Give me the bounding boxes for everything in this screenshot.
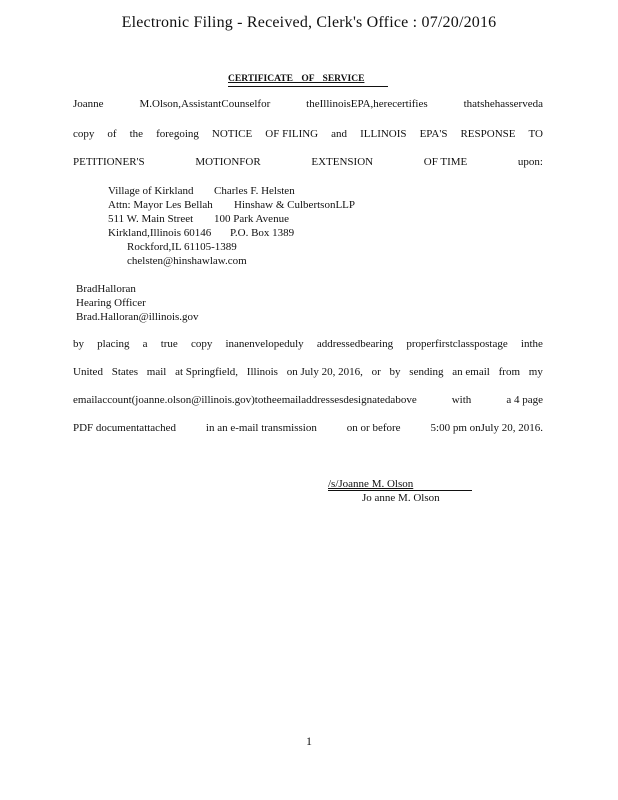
word: on or before: [346, 422, 401, 434]
address-line: Rockford,IL 61105-1389: [127, 241, 237, 253]
text-line: [73, 366, 543, 378]
word: United: [73, 366, 103, 378]
word: properfirstclasspostage: [406, 338, 508, 350]
word: sending: [409, 366, 444, 378]
address-line: Hinshaw & CulbertsonLLP: [234, 199, 355, 211]
word: MOTIONFOR: [195, 156, 261, 168]
word: from: [498, 366, 521, 378]
word: States: [111, 366, 138, 378]
text-line: [73, 128, 543, 140]
word: NOTICE: [211, 128, 253, 140]
address-line: P.O. Box 1389: [230, 227, 295, 239]
recipient-hearing-officer: [76, 282, 199, 324]
text-line: [73, 338, 543, 350]
address-line: 100 Park Avenue: [214, 213, 289, 225]
address-line: Charles F. Helsten: [214, 185, 295, 197]
word: inanenvelopeduly: [225, 338, 304, 350]
page-number: 1: [306, 734, 312, 748]
word: true: [160, 338, 178, 350]
word: PETITIONER'S: [73, 156, 145, 168]
word: addressedbearing: [316, 338, 394, 350]
word: Illinois: [246, 366, 278, 378]
recipient-charles-helsten-continued: [127, 240, 247, 268]
filing-stamp-header: Electronic Filing - Received, Clerk's Office : 07/20/2016: [121, 14, 497, 31]
word: foregoing: [156, 128, 199, 140]
word: 5:00 pm onJuly 20, 2016.: [430, 422, 543, 434]
word: in an e-mail transmission: [205, 422, 317, 434]
word: of: [107, 128, 117, 140]
word: an email: [452, 366, 490, 378]
printed-name: Jo anne M. Olson: [362, 492, 440, 504]
word: emailaccount(joanne.olson@illinois.gov)totheemailaddressesdesignatedabove: [73, 394, 417, 406]
certificate-title-underline: [228, 86, 388, 87]
word: mail: [146, 366, 167, 378]
address-line: 511 W. Main Street: [108, 213, 194, 225]
word: ILLINOIS: [360, 128, 407, 140]
word: on July 20, 2016,: [286, 366, 363, 378]
word: OF TIME: [423, 156, 468, 168]
word: RESPONSE: [460, 128, 516, 140]
word: upon:: [517, 156, 543, 168]
text-line: [73, 156, 543, 168]
word: with: [451, 394, 472, 406]
word: placing: [97, 338, 130, 350]
word: a: [142, 338, 148, 350]
electronic-signature: /s/Joanne M. Olson: [328, 478, 414, 490]
word: my: [528, 366, 543, 378]
word: theIllinoisEPA,herecertifies: [306, 98, 428, 110]
word: thatshehasserveda: [463, 98, 543, 110]
address-line: Village of Kirkland: [108, 185, 194, 197]
text-line: [73, 394, 543, 406]
word: copy: [73, 128, 95, 140]
word: copy: [190, 338, 213, 350]
word: inthe: [520, 338, 543, 350]
word: M.Olson,AssistantCounselfor: [139, 98, 271, 110]
certificate-title: CERTIFICATE OF SERVICE: [228, 74, 365, 84]
word: by: [73, 338, 84, 350]
address-line: BradHalloran: [76, 283, 136, 295]
text-line: [73, 98, 543, 110]
word: and: [331, 128, 348, 140]
text-line: [73, 422, 543, 434]
email-address: chelsten@hinshawlaw.com: [127, 255, 247, 267]
word: or: [371, 366, 381, 378]
address-line: Kirkland,Illinois 60146: [108, 227, 212, 239]
word: EXTENSION: [311, 156, 374, 168]
email-address: Brad.Halloran@illinois.gov: [76, 311, 199, 323]
address-line: Hearing Officer: [76, 297, 146, 309]
word: EPA'S: [419, 128, 448, 140]
word: TO: [528, 128, 543, 140]
signature-rule: [328, 490, 472, 491]
word: the: [129, 128, 144, 140]
address-line: Attn: Mayor Les Bellah: [108, 199, 213, 211]
word: Joanne: [73, 98, 104, 110]
word: a 4 page: [506, 394, 543, 406]
word: by: [389, 366, 401, 378]
recipient-village-of-kirkland: [108, 184, 213, 240]
word: at Springfield,: [175, 366, 239, 378]
word: PDF documentattached: [73, 422, 176, 434]
recipient-charles-helsten: [214, 184, 355, 240]
word: OF FILING: [265, 128, 319, 140]
